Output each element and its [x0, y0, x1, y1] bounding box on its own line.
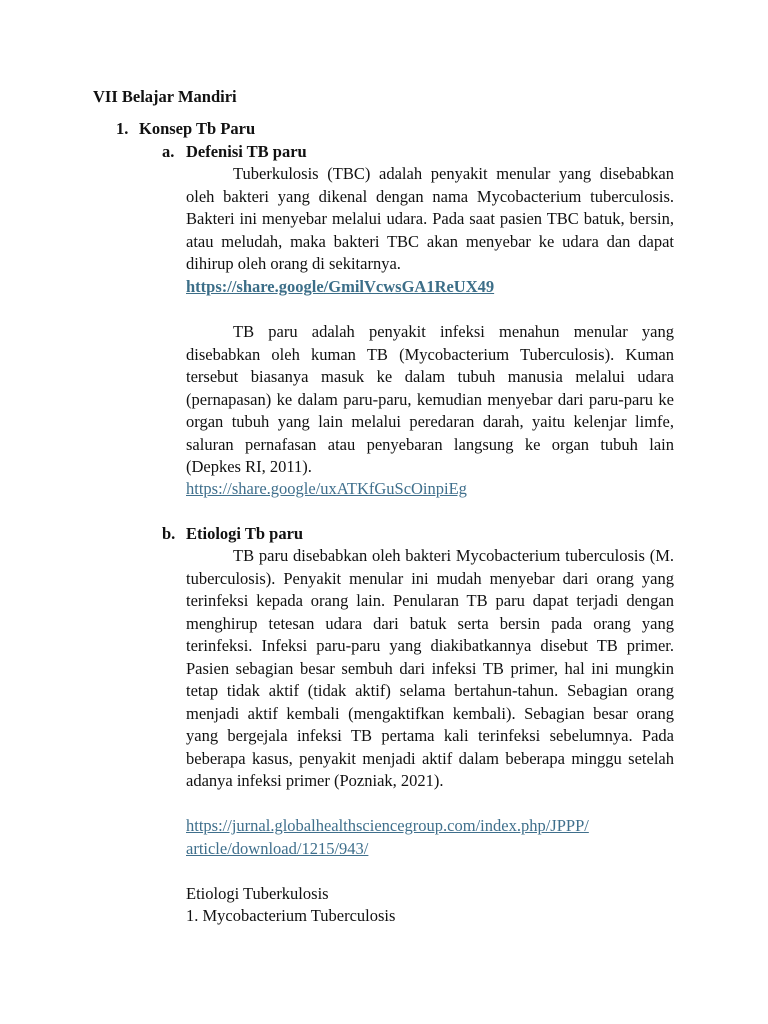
definition-link-2[interactable]: https://share.google/uxATKfGuScOinpiEg	[186, 479, 467, 498]
section-number: 1.	[116, 119, 129, 138]
list-item: 1. Mycobacterium Tuberculosis	[186, 906, 396, 925]
section-title: Konsep Tb Paru	[139, 119, 256, 138]
etiology-subheading: Etiologi Tuberkulosis	[186, 884, 329, 903]
definition-paragraph-2: TB paru adalah penyakit infeksi menahun menular yang disebabkan oleh kuman TB (Mycobacterium Tuberculosis). Kuman tersebut biasanya masuk ke dalam tubuh manusia melalui udara (pernapasan) ke dalam paru-paru, kemudian menyebar dari paru-paru ke organ tubuh yang lain melalui peredaran darah, yaitu kelenjar limfe, saluran pernafasan atau penyebaran langsung ke organ tubuh lain (Depkes RI, 2011).	[186, 322, 674, 476]
subsection-a-title: Defenisi TB paru	[186, 142, 307, 161]
etiology-link-line-1[interactable]: https://jurnal.globalhealthsciencegroup.com/index.php/JPPP/	[186, 816, 589, 835]
etiology-link-line-2[interactable]: article/download/1215/943/	[186, 839, 369, 858]
subsection-b-title: Etiologi Tb paru	[186, 524, 304, 543]
chapter-title: VII Belajar Mandiri	[93, 87, 237, 106]
etiology-paragraph: TB paru disebabkan oleh bakteri Mycobacterium tuberculosis (M. tuberculosis). Penyakit menular ini mudah menyebar dari orang yang terinfeksi kepada orang lain. Penularan TB paru dapat terjadi dengan menghirup tetesan udara dari batuk serta bersin pada orang yang terinfeksi. Infeksi paru-paru yang diakibatkannya disebut TB primer. Pasien sebagian besar sembuh dari infeksi TB primer, hal ini mungkin tetap tidak aktif (tidak aktif) selama bertahun-tahun. Sebagian orang menjadi aktif kembali (mengaktifkan kembali). Sebagian besar orang yang bergejala infeksi TB pertama kali terinfeksi sebelumnya. Pada beberapa kasus, penyakit menjadi aktif dalam beberapa minggu setelah adanya infeksi primer (Pozniak, 2021).	[186, 546, 674, 790]
subsection-a-letter: a.	[162, 142, 175, 161]
definition-link-1[interactable]: https://share.google/GmilVcwsGA1ReUX49	[186, 277, 495, 296]
definition-paragraph-1: Tuberkulosis (TBC) adalah penyakit menular yang disebabkan oleh bakteri yang dikenal dengan nama Mycobacterium tuberculosis. Bakteri ini menyebar melalui udara. Pada saat pasien TBC batuk, bersin, atau meludah, maka bakteri TBC akan menyebar ke udara dan dapat dihirup oleh orang di sekitarnya.	[186, 164, 674, 273]
subsection-b-letter: b.	[162, 524, 176, 543]
